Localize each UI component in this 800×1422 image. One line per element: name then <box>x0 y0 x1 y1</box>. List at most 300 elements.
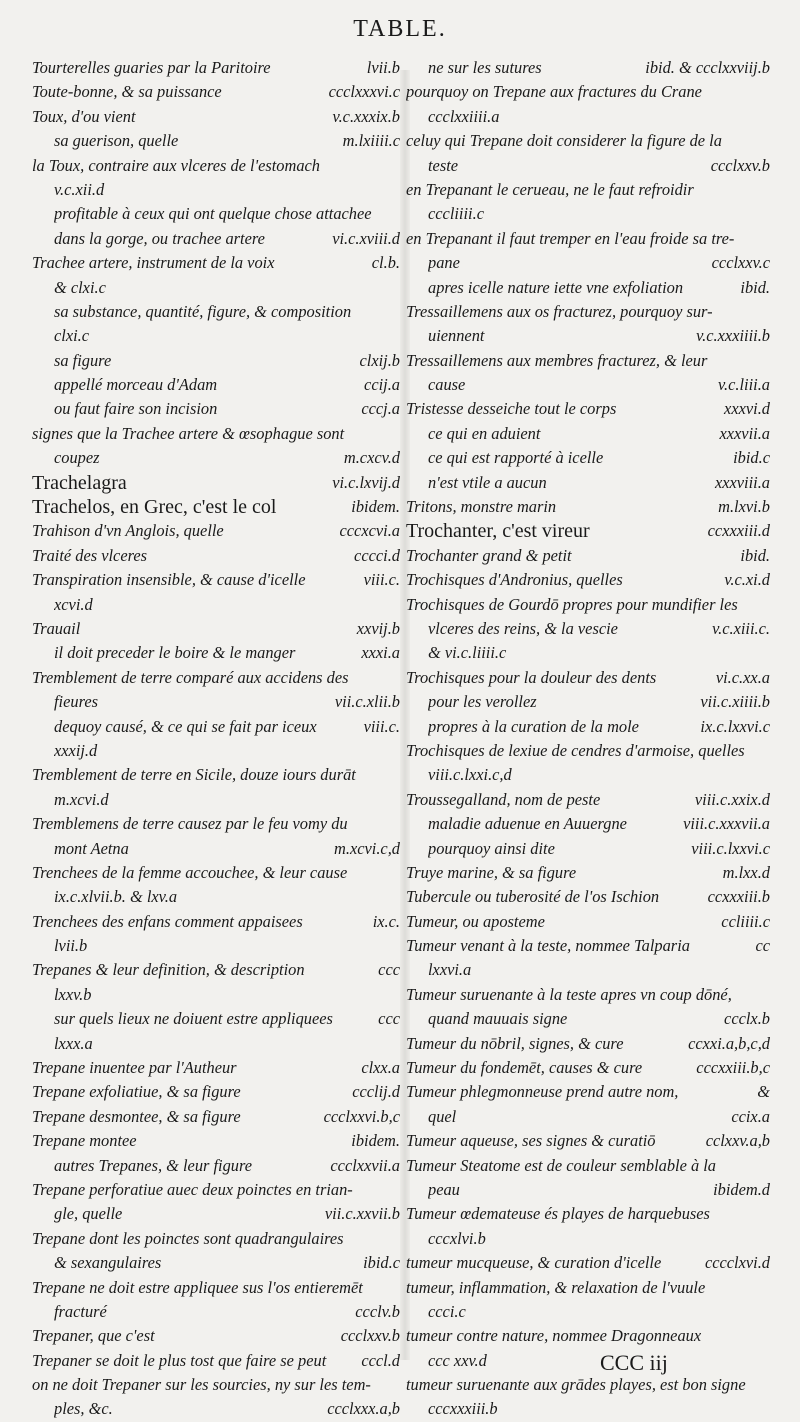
index-entry <box>32 202 400 226</box>
entry-reference <box>764 80 770 104</box>
entry-text: & sexangulaires <box>54 1253 162 1273</box>
index-entry <box>32 1080 400 1104</box>
entry-text: cccliiii.c <box>428 204 484 224</box>
entry-text: ou faut faire son incision <box>54 399 218 419</box>
entry-text: Tumeur œdemateuse és playes de harquebuses <box>406 1204 710 1224</box>
left-column <box>32 56 400 1422</box>
entry-reference: xxxvi.d <box>724 399 770 419</box>
entry-reference: xxxvii.a <box>719 423 770 443</box>
index-entry <box>32 446 400 470</box>
entry-reference: ibidem. <box>351 1131 400 1151</box>
page-title: TABLE. <box>353 16 447 42</box>
index-entry <box>406 1251 770 1275</box>
index-entry <box>406 1324 770 1348</box>
index-entry <box>32 812 400 836</box>
index-entry <box>32 641 400 665</box>
entry-reference <box>394 1227 400 1251</box>
index-entry <box>406 1129 770 1153</box>
entry-reference <box>764 1373 770 1397</box>
entry-reference: cccxcvi.a <box>339 521 400 541</box>
entry-text: signes que la Trachee artere & œsophague sont <box>32 423 345 443</box>
entry-text: quand mauuais signe <box>428 1009 568 1029</box>
index-entry <box>406 129 770 153</box>
index-entry <box>32 1349 400 1373</box>
entry-text: autres Trepanes, & leur figure <box>54 1155 253 1175</box>
entry-text: maladie aduenue en Auuergne <box>428 814 627 834</box>
entry-text: Tumeur phlegmonneuse prend autre nom, <box>406 1082 679 1102</box>
entry-text: Trachelos, en Grec, c'est le col <box>32 496 277 519</box>
index-entry <box>32 690 400 714</box>
entry-text: Trenchees des enfans comment appaisees <box>32 911 303 931</box>
entry-text: celuy qui Trepane doit considerer la figure de la <box>406 131 722 151</box>
entry-text: cccxxxiii.b <box>428 1399 498 1419</box>
index-entry <box>406 519 770 543</box>
entry-text: & vi.c.liiii.c <box>428 643 507 663</box>
entry-reference: clxij.b <box>359 350 400 370</box>
entry-text: lxxx.a <box>54 1033 93 1053</box>
index-entry <box>406 227 770 251</box>
entry-text: fracturé <box>54 1301 107 1321</box>
index-entry <box>406 715 770 739</box>
index-entry <box>406 495 770 519</box>
entry-text: Trepane montee <box>32 1131 137 1151</box>
entry-reference: v.c.xi.d <box>724 570 770 590</box>
entry-reference: ccclxxvi.b,c <box>323 1106 400 1126</box>
entry-text: il doit preceder le boire & le manger <box>54 643 296 663</box>
entry-reference: ccclxxvii.a <box>330 1155 400 1175</box>
entry-text: Tumeur venant à la teste, nommee Talparia <box>406 936 690 956</box>
index-entry <box>32 983 400 1007</box>
entry-reference <box>394 1178 400 1202</box>
entry-text: quel <box>428 1106 457 1126</box>
entry-reference: vi.c.xx.a <box>715 667 770 687</box>
entry-reference <box>394 1032 400 1056</box>
index-entry <box>406 1178 770 1202</box>
entry-reference: cccl.d <box>361 1350 400 1370</box>
entry-reference: ccclij.d <box>352 1082 400 1102</box>
index-entry <box>32 80 400 104</box>
index-entry <box>32 1251 400 1275</box>
entry-text: pourquoy ainsi dite <box>428 838 555 858</box>
index-entry <box>32 837 400 861</box>
index-entry <box>406 422 770 446</box>
entry-text: Trochanter grand & petit <box>406 545 572 565</box>
index-entry <box>406 1105 770 1129</box>
entry-text: pane <box>428 253 460 273</box>
entry-reference: ibid. & ccclxxviij.b <box>645 58 770 77</box>
entry-text: Tremblemens de terre causez par le feu vomy du <box>32 814 348 834</box>
index-entry <box>32 495 400 519</box>
entry-text: Tumeur, ou aposteme <box>406 911 545 931</box>
index-entry <box>406 324 770 348</box>
entry-reference: ccclxxv.b <box>710 155 770 175</box>
entry-text: lxxv.b <box>54 984 92 1004</box>
entry-reference: ccclxxv.c <box>711 253 770 273</box>
entry-text: on ne doit Trepaner sur les sourcies, ny sur les tem- <box>32 1375 371 1395</box>
entry-reference <box>394 861 400 885</box>
index-entry <box>32 276 400 300</box>
entry-reference <box>764 1349 770 1373</box>
entry-text: & clxi.c <box>54 277 106 297</box>
entry-text: n'est vtile a aucun <box>428 472 547 492</box>
index-entry <box>32 568 400 592</box>
entry-text: Trepane perforatiue auec deux poinctes en trian- <box>32 1179 353 1199</box>
index-entry <box>32 861 400 885</box>
index-entry <box>406 861 770 885</box>
index-entry <box>32 1105 400 1129</box>
entry-reference: xxxi.a <box>361 643 400 663</box>
index-entry <box>32 1300 400 1324</box>
entry-reference <box>764 1324 770 1348</box>
index-entry <box>406 1373 770 1397</box>
entry-text: sur quels lieux ne doiuent estre appliquees <box>54 1009 333 1029</box>
entry-reference <box>764 1202 770 1226</box>
index-entry <box>32 227 400 251</box>
entry-text: apres icelle nature iette vne exfoliation <box>428 277 684 297</box>
index-entry <box>406 1397 770 1421</box>
index-entry <box>32 1227 400 1251</box>
index-entry <box>406 593 770 617</box>
entry-reference <box>394 1276 400 1300</box>
index-entry <box>32 105 400 129</box>
entry-text: ccci.c <box>428 1301 466 1321</box>
entry-reference: cclxxv.a,b <box>705 1131 770 1151</box>
entry-text: pour les verollez <box>428 692 537 712</box>
entry-text: Trochisques de lexiue de cendres d'armoise, quelles <box>406 740 745 760</box>
entry-reference <box>764 129 770 153</box>
index-entry <box>32 593 400 617</box>
index-entry <box>406 1349 770 1373</box>
entry-reference <box>764 227 770 251</box>
entry-text: ce qui en aduient <box>428 423 541 443</box>
index-entry <box>406 1032 770 1056</box>
index-entry <box>406 958 770 982</box>
entry-reference <box>764 1300 770 1324</box>
entry-text: clxi.c <box>54 326 90 346</box>
index-entry <box>32 739 400 763</box>
entry-reference: vii.c.xlii.b <box>334 692 400 712</box>
index-entry <box>32 1276 400 1300</box>
entry-reference: v.c.liii.a <box>717 375 770 395</box>
entry-reference: & <box>757 1082 770 1102</box>
right-column <box>406 56 770 1422</box>
index-entry <box>32 154 400 178</box>
entry-reference <box>394 812 400 836</box>
entry-text: cccxlvi.b <box>428 1228 486 1248</box>
entry-text: tumeur, inflammation, & relaxation de l'vuule <box>406 1277 706 1297</box>
entry-text: fieures <box>54 692 99 712</box>
entry-reference: cccclxvi.d <box>704 1253 770 1273</box>
entry-text: Trepaner, que c'est <box>32 1326 155 1346</box>
entry-reference <box>764 1227 770 1251</box>
entry-reference: viii.c.xxix.d <box>694 789 770 809</box>
index-entry <box>406 739 770 763</box>
entry-reference: ibid. <box>740 545 770 565</box>
index-entry <box>32 324 400 348</box>
entry-reference: ccij.a <box>364 375 400 395</box>
entry-reference <box>394 763 400 787</box>
entry-reference: viii.c.xxxvii.a <box>683 814 770 834</box>
entry-text: Trachee artere, instrument de la voix <box>32 253 275 273</box>
entry-reference <box>764 641 770 665</box>
index-entry <box>406 690 770 714</box>
entry-reference: vii.c.xiiii.b <box>700 692 770 712</box>
entry-reference: ix.c. <box>372 911 400 931</box>
entry-text: appellé morceau d'Adam <box>54 375 218 395</box>
entry-text: sa substance, quantité, figure, & composition <box>54 301 352 321</box>
entry-reference <box>764 202 770 226</box>
index-entry <box>406 837 770 861</box>
index-entry <box>32 1129 400 1153</box>
entry-text: ccclxxiiii.a <box>428 106 500 126</box>
entry-text: ix.c.xlvii.b. & lxv.a <box>54 887 178 907</box>
entry-reference <box>394 1373 400 1397</box>
entry-reference <box>764 1397 770 1421</box>
index-entry <box>32 1178 400 1202</box>
entry-reference: v.c.xiii.c. <box>712 618 770 638</box>
index-entry <box>32 934 400 958</box>
entry-text: la Toux, contraire aux vlceres de l'estomach <box>32 155 321 175</box>
entry-reference <box>764 739 770 763</box>
entry-reference <box>394 276 400 300</box>
entry-text: Trepaner se doit le plus tost que faire se peut <box>32 1350 327 1370</box>
entry-reference: clxx.a <box>361 1058 400 1078</box>
index-entry <box>32 788 400 812</box>
index-entry <box>32 1202 400 1226</box>
index-entry <box>406 276 770 300</box>
entry-text: Tumeur du fondemēt, causes & cure <box>406 1058 643 1078</box>
entry-reference: ccclx.b <box>724 1009 770 1029</box>
entry-text: Toute-bonne, & sa puissance <box>32 82 222 102</box>
entry-text: Trepane ne doit estre appliquee sus l'os entieremēt <box>32 1277 363 1297</box>
entry-text: Trepane dont les poinctes sont quadrangulaires <box>32 1228 344 1248</box>
entry-reference <box>764 1276 770 1300</box>
entry-text: Tourterelles guaries par la Paritoire <box>32 58 271 77</box>
entry-text: gle, quelle <box>54 1204 123 1224</box>
entry-reference: ibid.c <box>733 448 770 468</box>
index-entry <box>32 666 400 690</box>
index-entry <box>406 471 770 495</box>
index-entry <box>32 1373 400 1397</box>
index-entry <box>406 885 770 909</box>
index-entry <box>32 1154 400 1178</box>
index-entry <box>406 373 770 397</box>
index-entry <box>32 617 400 641</box>
entry-text: ples, &c. <box>54 1399 113 1419</box>
entry-reference: vi.c.lxvij.d <box>332 472 400 492</box>
entry-reference <box>764 349 770 373</box>
entry-text: Tremblement de terre comparé aux accidens des <box>32 667 349 687</box>
index-entry <box>32 763 400 787</box>
index-entry <box>32 56 400 80</box>
entry-text: uiennent <box>428 326 485 346</box>
entry-reference: vii.c.xxvii.b <box>324 1204 400 1224</box>
entry-reference: ccxxxiii.d <box>707 521 770 541</box>
entry-text: en Trepanant il faut tremper en l'eau froide sa tre- <box>406 228 735 248</box>
entry-reference: cccci.d <box>354 545 400 565</box>
entry-text: Toux, d'ou vient <box>32 106 136 126</box>
index-entry <box>406 641 770 665</box>
index-entry <box>32 519 400 543</box>
entry-text: lxxvi.a <box>428 960 472 980</box>
entry-reference: ibid.c <box>363 1253 400 1273</box>
entry-text: Trepane desmontee, & sa figure <box>32 1106 241 1126</box>
entry-reference: ccxxxiii.b <box>707 887 770 907</box>
index-entry <box>406 1300 770 1324</box>
entry-text: Trepanes & leur definition, & description <box>32 960 305 980</box>
entry-reference: cc <box>755 936 770 956</box>
index-entry <box>406 1080 770 1104</box>
entry-reference: ibidem.d <box>713 1179 770 1199</box>
index-entry <box>32 178 400 202</box>
entry-reference: xxxviii.a <box>714 472 770 492</box>
entry-reference <box>394 324 400 348</box>
entry-text: Traité des vlceres <box>32 545 148 565</box>
entry-text: Trauail <box>32 618 81 638</box>
entry-text: coupez <box>54 448 100 468</box>
entry-reference <box>394 739 400 763</box>
index-entry <box>32 397 400 421</box>
index-entry <box>32 1032 400 1056</box>
entry-text: peau <box>428 1179 460 1199</box>
entry-reference <box>394 593 400 617</box>
entry-text: tumeur mucqueuse, & curation d'icelle <box>406 1253 662 1273</box>
entry-text: Tressaillemens aux os fracturez, pourquoy sur- <box>406 301 713 321</box>
entry-reference <box>394 422 400 446</box>
entry-text: v.c.xii.d <box>54 179 105 199</box>
index-entry <box>406 1154 770 1178</box>
index-entry <box>406 349 770 373</box>
entry-text: ce qui est rapporté à icelle <box>428 448 604 468</box>
entry-text: viii.c.lxxi.c,d <box>428 765 512 785</box>
index-entry <box>406 1276 770 1300</box>
index-entry <box>32 373 400 397</box>
index-entry <box>406 1056 770 1080</box>
entry-reference <box>764 593 770 617</box>
entry-text: en Trepanant le cerueau, ne le faut refroidir <box>406 179 694 199</box>
entry-reference <box>764 105 770 129</box>
entry-text: Tremblement de terre en Sicile, douze iours durāt <box>32 765 356 785</box>
index-entry <box>406 788 770 812</box>
entry-reference <box>764 300 770 324</box>
entry-text: tumeur contre nature, nommee Dragonneaux <box>406 1326 702 1346</box>
entry-reference <box>394 934 400 958</box>
entry-text: ccc xxv.d <box>428 1350 487 1370</box>
entry-text: Tritons, monstre marin <box>406 497 557 517</box>
entry-text: sa guerison, quelle <box>54 131 179 151</box>
index-entry <box>32 885 400 909</box>
entry-text: xxxij.d <box>54 740 98 760</box>
entry-reference <box>764 178 770 202</box>
index-entry <box>406 56 770 80</box>
index-entry <box>406 544 770 568</box>
index-entry <box>406 154 770 178</box>
entry-text: ne sur les sutures <box>428 58 542 77</box>
entry-reference: viii.c. <box>363 716 400 736</box>
entry-text: Trepane inuentee par l'Autheur <box>32 1058 237 1078</box>
entry-text: Trenchees de la femme accouchee, & leur cause <box>32 862 348 882</box>
entry-text: Tumeur du nōbril, signes, & cure <box>406 1033 624 1053</box>
entry-text: propres à la curation de la mole <box>428 716 639 736</box>
entry-text: Troussegalland, nom de peste <box>406 789 601 809</box>
index-entry <box>406 202 770 226</box>
index-entry <box>406 910 770 934</box>
entry-reference <box>394 983 400 1007</box>
entry-reference: ccclxxv.b <box>340 1326 400 1346</box>
entry-reference <box>394 666 400 690</box>
entry-reference: ibid. <box>740 277 770 297</box>
entry-reference: v.c.xxxiiii.b <box>696 326 770 346</box>
entry-reference: ccclxxxvi.c <box>328 82 400 102</box>
entry-text: cause <box>428 375 466 395</box>
entry-text: vlceres des reins, & la vescie <box>428 618 618 638</box>
entry-reference: m.xcvi.c,d <box>334 838 400 858</box>
entry-reference <box>394 154 400 178</box>
entry-text: Trochanter, c'est vireur <box>406 520 590 543</box>
index-entry <box>406 251 770 275</box>
index-entry <box>406 812 770 836</box>
entry-reference: cccxxiii.b,c <box>696 1058 770 1078</box>
index-entry <box>406 1227 770 1251</box>
entry-reference: ccix.a <box>731 1106 770 1126</box>
entry-reference <box>394 202 400 226</box>
index-entry <box>32 471 400 495</box>
index-entry <box>406 105 770 129</box>
entry-text: Tumeur Steatome est de couleur semblable à la <box>406 1155 717 1175</box>
entry-text: sa figure <box>54 350 112 370</box>
entry-text: pourquoy on Trepane aux fractures du Crane <box>406 82 702 102</box>
entry-text: profitable à ceux qui ont quelque chose attachee <box>54 204 372 224</box>
entry-reference <box>764 958 770 982</box>
entry-reference: lvii.b <box>366 58 400 77</box>
entry-reference <box>394 178 400 202</box>
index-entry <box>32 349 400 373</box>
entry-reference: ccxxi.a,b,c,d <box>688 1033 770 1053</box>
index-entry <box>406 1007 770 1031</box>
entry-text: Trochisques pour la douleur des dents <box>406 667 657 687</box>
index-entry <box>32 422 400 446</box>
index-entry <box>406 617 770 641</box>
entry-text: Trochisques de Gourdō propres pour mundifier les <box>406 594 738 614</box>
entry-reference: viii.c.lxxvi.c <box>691 838 770 858</box>
entry-reference: ccclv.b <box>355 1301 400 1321</box>
entry-reference: ibidem. <box>351 497 400 517</box>
entry-text: Truye marine, & sa figure <box>406 862 577 882</box>
index-entry <box>406 178 770 202</box>
entry-text: Tressaillemens aux membres fracturez, & leur <box>406 350 708 370</box>
index-entry <box>32 300 400 324</box>
entry-reference <box>394 885 400 909</box>
index-entry <box>32 251 400 275</box>
entry-text: tumeur suruenante aux grādes playes, est bon signe <box>406 1375 746 1395</box>
index-entry <box>32 544 400 568</box>
index-entry <box>32 715 400 739</box>
entry-text: Trachelagra <box>32 471 127 494</box>
index-entry <box>406 568 770 592</box>
entry-reference: m.lxx.d <box>722 862 770 882</box>
index-entry <box>406 446 770 470</box>
entry-text: Trochisques d'Andronius, quelles <box>406 570 623 590</box>
entry-text: xcvi.d <box>54 594 93 614</box>
entry-reference: ccliiii.c <box>721 911 770 931</box>
index-entry <box>406 763 770 787</box>
entry-text: dequoy causé, & ce qui se fait par iceux <box>54 716 317 736</box>
entry-text: Tumeur suruenante à la teste apres vn coup dōné, <box>406 984 732 1004</box>
index-entry <box>32 1007 400 1031</box>
index-entry <box>32 1324 400 1348</box>
entry-reference: vi.c.xviii.d <box>332 228 400 248</box>
entry-text: lvii.b <box>54 936 88 956</box>
